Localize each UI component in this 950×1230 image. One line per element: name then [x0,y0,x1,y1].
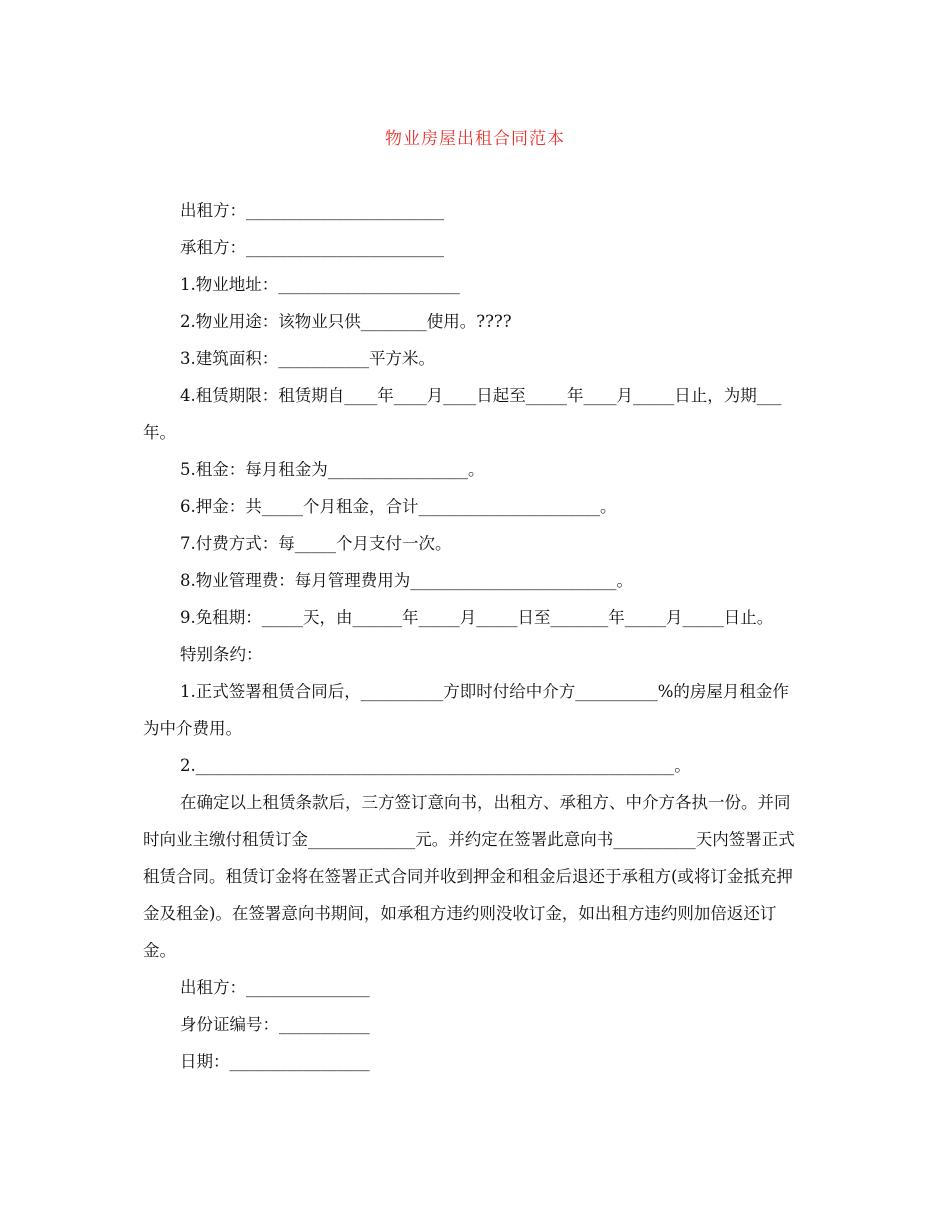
paragraph-special-term-1: 1.正式签署租赁合同后，__________方即时付给中介方__________%的房屋月租金作为中介费用。 [143,682,789,738]
paragraph-lessee: 承租方：________________________ [180,238,444,257]
paragraph-property-use: 2.物业用途：该物业只供________使用。???? [180,312,512,331]
paragraph-agreement-text: 在确定以上租赁条款后，三方签订意向书，出租方、承租方、中介方各执一份。并同时向业主缴付租赁订金_____________元。并约定在签署此意向书__________天内签署正式租赁合同。租赁订金将在签署正式合同并收到押金和租金后退还于承租方(或将订金抵充押金及租金)。在签署意向书期间，如承租方违约则没收订金，如出租方违约则加倍返还订金。 [143,793,795,960]
paragraph-id-number: 身份证编号：___________ [180,1015,370,1034]
paragraph-lessor: 出租方：________________________ [180,201,444,220]
paragraph-signature-lessor: 出租方：_______________ [180,978,370,997]
document-body [143,192,805,1080]
paragraph-floor-area: 3.建筑面积：___________平方米。 [180,349,435,368]
paragraph-management-fee: 8.物业管理费：每月管理费用为_________________________。 [180,571,633,590]
paragraph-payment-method: 7.付费方式：每_____个月支付一次。 [180,534,452,553]
paragraph-deposit: 6.押金：共_____个月租金，合计______________________。 [180,497,617,516]
paragraph-date: 日期：_________________ [180,1052,370,1071]
document-title: 物业房屋出租合同范本 [385,129,565,149]
paragraph-rent: 5.租金：每月租金为_________________。 [180,460,485,479]
paragraph-property-address: 1.物业地址：______________________ [180,275,460,294]
paragraph-lease-term: 4.租赁期限：租赁期自____年____月____日起至_____年____月_____日止，为期___年。 [143,386,782,442]
paragraph-special-terms-heading: 特别条约： [180,645,263,664]
paragraph-special-term-2: 2.__________________________________________________________。 [180,756,691,775]
paragraph-rent-free-period: 9.免租期：_____天，由______年_____月_____日至_______年_____月_____日止。 [180,608,774,627]
